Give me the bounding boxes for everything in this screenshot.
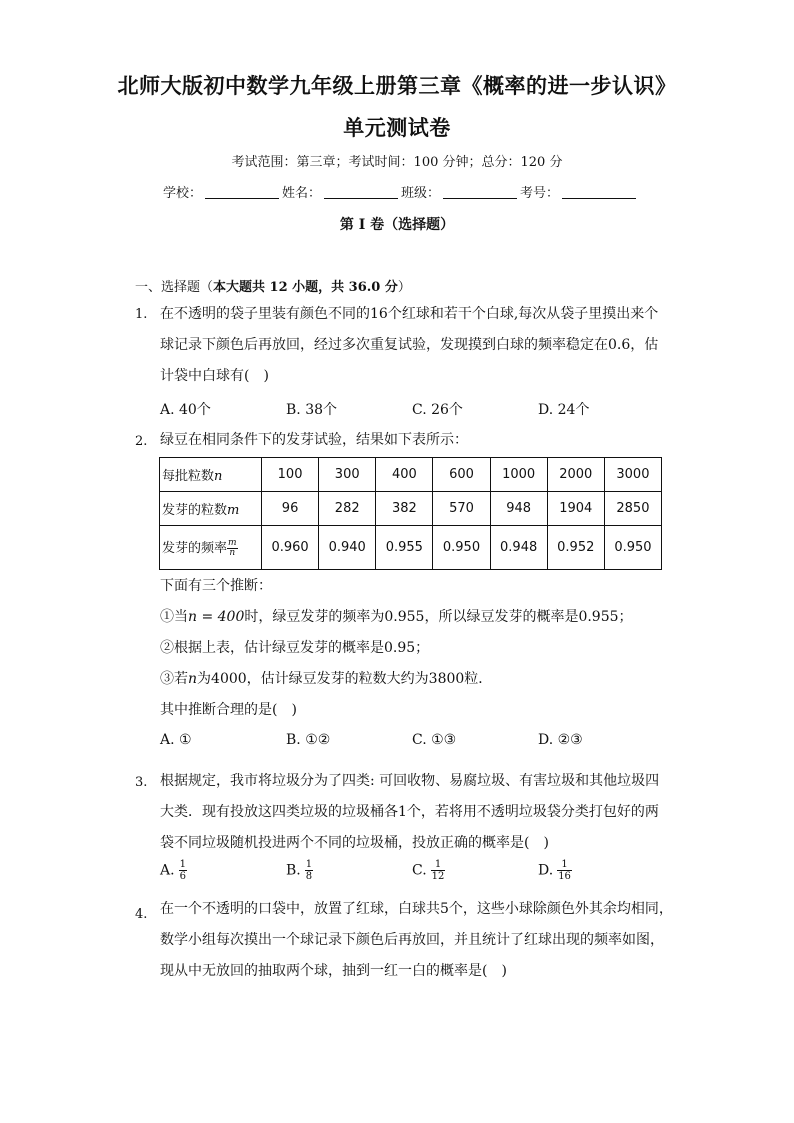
q1-number: 1. (135, 307, 148, 322)
school-blank (205, 186, 279, 199)
q2-number: 2. (135, 434, 148, 449)
name-blank (324, 186, 398, 199)
school-label: 学校： (163, 186, 203, 201)
table-cell: 1904 (547, 492, 604, 526)
table-cell: 600 (433, 458, 490, 492)
table-cell: 1000 (490, 458, 547, 492)
fraction: $\frac{1}{6}$ (179, 859, 186, 882)
fraction: $\frac{1}{8}$ (305, 859, 313, 882)
table-cell: 0.955 (376, 526, 433, 570)
table-cell: 0.952 (547, 526, 604, 570)
row-label-frequency: 发芽的频率 $\frac{m}{n}$ (160, 526, 262, 570)
q3-option-c[interactable]: C. $\frac{1}{12}$ (412, 859, 445, 882)
q2-option-b[interactable]: B. ①② (286, 732, 331, 748)
q1-option-d[interactable]: D. 24个 (538, 402, 590, 418)
section-suffix: ） (397, 280, 411, 295)
q4-line1: 在一个不透明的口袋中，放置了红球，白球共5个，这些小球除颜色外其余均相同， (160, 901, 673, 917)
frequency-fraction: $\frac{m}{n}$ (228, 538, 237, 558)
q2-stem: 绿豆在相同条件下的发芽试验，结果如下表所示： (160, 432, 468, 448)
table-cell: 100 (262, 458, 319, 492)
table-cell: 0.950 (433, 526, 490, 570)
q3-stem (160, 766, 659, 859)
table-cell: 0.960 (262, 526, 319, 570)
name-label: 姓名： (282, 186, 322, 201)
q1-line2: 球记录下颜色后再放回，经过多次重复试验，发现摸到白球的频率稳定在0.6，估 (160, 337, 659, 353)
q3-number: 3. (135, 775, 148, 790)
student-info-row (163, 182, 639, 201)
q1-line3: 计袋中白球有( ) (160, 368, 269, 384)
table-cell: 0.948 (490, 526, 547, 570)
table-cell: 2850 (604, 492, 661, 526)
table-cell: 282 (319, 492, 376, 526)
q2-inferences (160, 571, 633, 726)
germination-table (159, 457, 662, 570)
q3-line2: 大类．现有投放这四类垃圾的垃圾桶各1个，若将用不透明垃圾袋分类打包好的两 (160, 804, 659, 820)
q3-line3: 袋不同垃圾随机投进两个不同的垃圾桶，投放正确的概率是( ) (160, 835, 549, 851)
q3-option-b[interactable]: B. $\frac{1}{8}$ (286, 859, 313, 882)
row-label-sprouted: 发芽的粒数m (160, 492, 262, 526)
section-heading (135, 276, 411, 295)
section-detail: 本大题共 12 小题，共 36.0 分 (213, 280, 398, 295)
q2-option-d[interactable]: D. ②③ (538, 732, 583, 748)
table-cell: 3000 (604, 458, 661, 492)
q3-option-a[interactable]: A. $\frac{1}{6}$ (160, 859, 186, 882)
q3-line1: 根据规定，我市将垃圾分为了四类: 可回收物、易腐垃圾、有害垃圾和其他垃圾四 (160, 773, 660, 789)
table-row (160, 492, 662, 526)
table-row (160, 526, 662, 570)
q1-option-b[interactable]: B. 38个 (286, 402, 338, 418)
table-cell: 96 (262, 492, 319, 526)
q4-stem (160, 894, 673, 987)
q2-judgement-1: ①当n = 400时，绿豆发芽的频率为0.955，所以绿豆发芽的概率是0.955； (160, 609, 633, 625)
q1-option-c[interactable]: C. 26个 (412, 402, 463, 418)
q2-ask: 其中推断合理的是( ) (160, 702, 297, 718)
id-blank (562, 186, 636, 199)
table-cell: 948 (490, 492, 547, 526)
fraction: $\frac{1}{12}$ (431, 859, 445, 882)
class-label: 班级： (401, 186, 441, 201)
table-row (160, 458, 662, 492)
page-subtitle: 单元测试卷 (343, 115, 451, 140)
q2-judgement-2: ②根据上表，估计绿豆发芽的概率是0.95； (160, 640, 430, 656)
exam-meta: 考试范围：第三章；考试时间：100 分钟；总分：120 分 (231, 155, 563, 170)
q1-line1: 在不透明的袋子里装有颜色不同的16个红球和若干个白球,每次从袋子里摸出来个 (160, 306, 659, 322)
row-label-batch: 每批粒数n (160, 458, 262, 492)
fraction: $\frac{1}{16}$ (558, 859, 571, 882)
section-prefix: 一、选择题（ (135, 280, 214, 295)
table-cell: 400 (376, 458, 433, 492)
q2-option-c[interactable]: C. ①③ (412, 732, 457, 748)
volume-heading: 第 I 卷（选择题） (339, 217, 455, 233)
table-cell: 0.940 (319, 526, 376, 570)
table-cell: 570 (433, 492, 490, 526)
q2-intro: 下面有三个推断： (160, 578, 272, 594)
class-blank (443, 186, 517, 199)
q1-stem (160, 299, 658, 392)
table-cell: 382 (376, 492, 433, 526)
page-title: 北师大版初中数学九年级上册第三章《概率的进一步认识》 (117, 73, 677, 98)
table-cell: 300 (319, 458, 376, 492)
q2-option-a[interactable]: A. ① (160, 732, 192, 748)
table-cell: 0.950 (604, 526, 661, 570)
q1-option-a[interactable]: A. 40个 (160, 402, 211, 418)
q3-option-d[interactable]: D. $\frac{1}{16}$ (538, 859, 571, 882)
q4-number: 4. (135, 907, 148, 922)
table-cell: 2000 (547, 458, 604, 492)
q4-line3: 现从中无放回的抽取两个球，抽到一红一白的概率是( ) (160, 963, 507, 979)
id-label: 考号： (520, 186, 560, 201)
q2-judgement-3: ③若n为4000，估计绿豆发芽的粒数大约为3800粒． (160, 671, 493, 687)
q4-line2: 数学小组每次摸出一个球记录下颜色后再放回，并且统计了红球出现的频率如图， (160, 932, 664, 948)
